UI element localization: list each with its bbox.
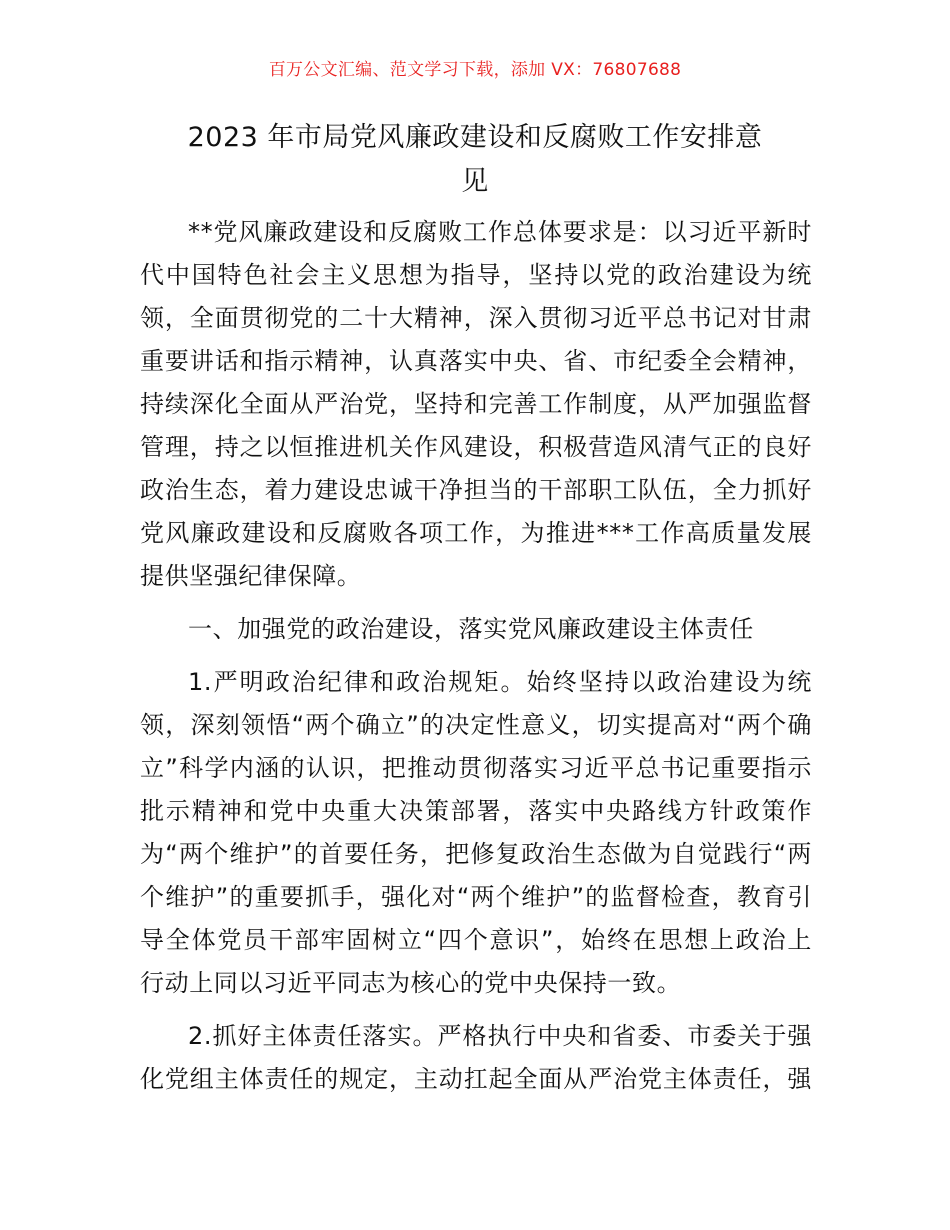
document-title-line-1: 2023 年市局党风廉政建设和反腐败工作安排意: [187, 122, 763, 153]
paragraph-line: 1.严明政治纪律和政治规矩。始终坚持以政治建设为统: [188, 668, 812, 696]
section-1: [140, 608, 812, 1101]
paragraph-line: 管理，持之以恒推进机关作风建设，积极营造风清气正的良好: [140, 433, 812, 461]
paragraph-line: 批示精神和党中央重大决策部署，落实中央路线方针政策作: [140, 797, 812, 825]
paragraph-line: 立”科学内涵的认识，把推动贯彻落实习近平总书记重要指示: [140, 754, 812, 782]
paragraph-line: 领，全面贯彻党的二十大精神，深入贯彻习近平总书记对甘肃: [140, 304, 812, 332]
paragraph-line: 行动上同以习近平同志为核心的党中央保持一致。: [140, 969, 682, 997]
paragraph-line: 为“两个维护”的首要任务，把修复政治生态做为自觉践行“两: [140, 840, 812, 868]
paragraph-line: 导全体党员干部牢固树立“四个意识”，始终在思想上政治上: [140, 926, 812, 954]
paragraph-line: 代中国特色社会主义思想为指导，坚持以党的政治建设为统: [140, 261, 812, 289]
section-heading: 一、加强党的政治建设，落实党风廉政建设主体责任: [188, 615, 754, 643]
document-body: [140, 211, 812, 1101]
paragraph-line: 重要讲话和指示精神，认真落实中央、省、市纪委全会精神，: [140, 347, 812, 375]
paragraph-line: **党风廉政建设和反腐败工作总体要求是：以习近平新时: [188, 218, 812, 246]
paragraph-line: 2.抓好主体责任落实。严格执行中央和省委、市委关于强: [188, 1022, 812, 1050]
document-title-line-2: 见: [461, 166, 489, 197]
header-banner: 百万公文汇编、范文学习下载，添加 VX：76807688: [268, 60, 682, 80]
paragraph-line: 化党组主体责任的规定，主动扛起全面从严治党主体责任，强: [140, 1065, 812, 1093]
paragraph-line: 政治生态，着力建设忠诚干净担当的干部职工队伍，全力抓好: [140, 476, 812, 504]
paragraph-line: 个维护”的重要抓手，强化对“两个维护”的监督检查，教育引: [140, 883, 812, 911]
document-title: [130, 116, 820, 204]
paragraph-line: 持续深化全面从严治党，坚持和完善工作制度，从严加强监督: [140, 390, 812, 418]
paragraph-line: 提供坚强纪律保障。: [140, 562, 362, 590]
intro-paragraph: [140, 211, 812, 598]
section-1-item-2: [140, 1015, 812, 1101]
paragraph-line: 领，深刻领悟“两个确立”的决定性意义，切实提高对“两个确: [140, 711, 812, 739]
paragraph-spacer: [140, 651, 812, 661]
paragraph-spacer: [140, 598, 812, 608]
paragraph-line: 党风廉政建设和反腐败各项工作，为推进***工作高质量发展: [140, 519, 812, 547]
section-1-item-1: [140, 661, 812, 1005]
paragraph-spacer: [140, 1005, 812, 1015]
